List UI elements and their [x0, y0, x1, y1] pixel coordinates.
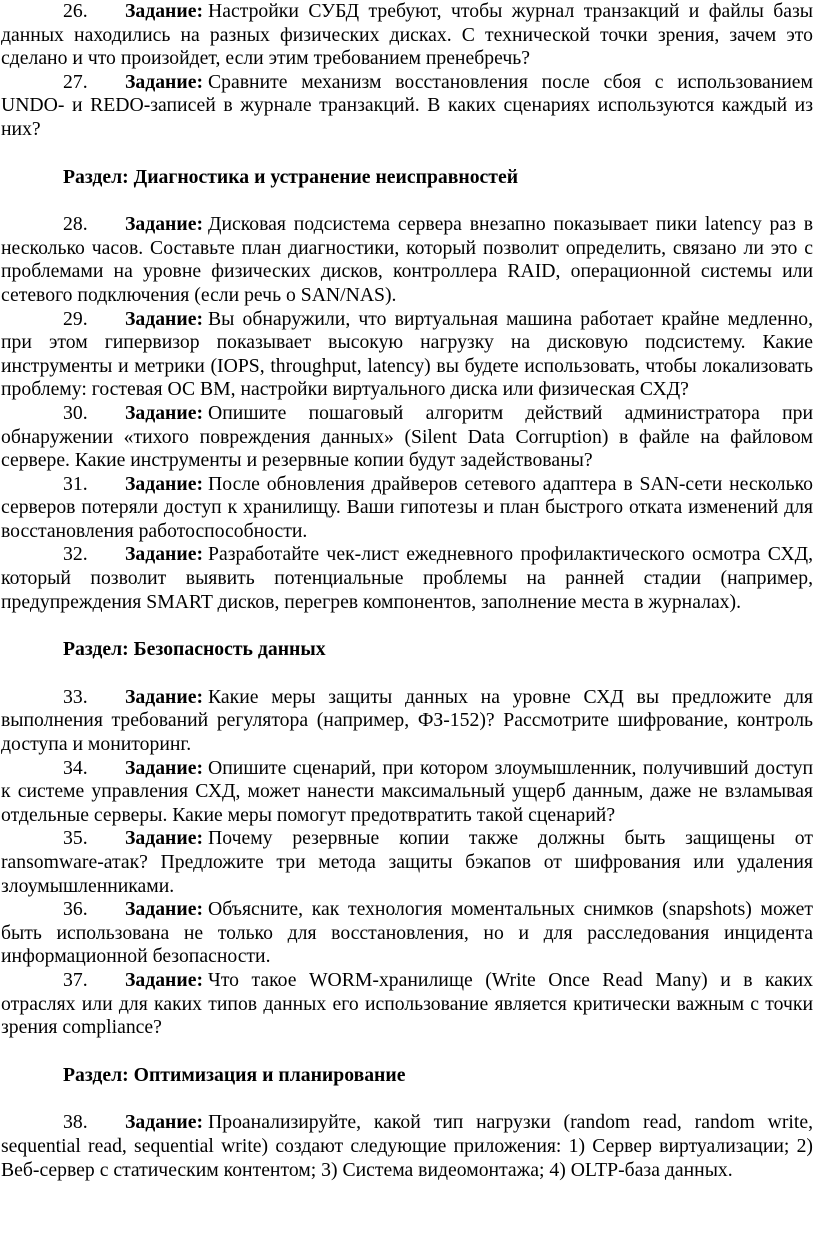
task-label: Задание: — [125, 543, 204, 566]
task-number: 28. — [63, 213, 88, 236]
task-label: Задание: — [125, 401, 204, 424]
task-number: 34. — [63, 756, 88, 779]
task-item — [1, 969, 813, 1040]
task-label: Задание: — [125, 968, 204, 991]
task-label: Задание: — [125, 827, 204, 850]
task-number: 30. — [63, 401, 88, 424]
task-item — [1, 0, 813, 71]
task-text: Опишите пошаговый алгоритм действий администратора при обнаружении «тихого повреждения данных» (Silent Data Corruption) в файле на файловом сервере. Какие инструменты и резервные копии будут задействованы? — [1, 401, 813, 472]
task-number: 27. — [63, 70, 88, 93]
task-text: Почему резервные копии также должны быть защищены от ransomware-атак? Предложите три метода защиты бэкапов от шифрования или удаления злоумышленниками. — [1, 827, 813, 897]
task-number: 31. — [63, 472, 88, 495]
task-label: Задание: — [125, 756, 204, 779]
task-text: Проанализируйте, какой тип нагрузки (random read, random write, sequential read, sequential write) создают следующие приложения: 1) Сервер виртуализации; 2) Веб-сервер с статическим контентом; 3) Система видеомонтажа; 4) OLTP-база данных. — [1, 1111, 813, 1181]
task-item — [1, 543, 813, 614]
task-text: Опишите сценарий, при котором злоумышленник, получивший доступ к системе управления СХД, может нанести максимальный ущерб данным, даже не взламывая отдельные серверы. Какие меры помогут предотвратить такой сценарий? — [1, 756, 813, 826]
task-text: Какие меры защиты данных на уровне СХД вы предложите для выполнения требований регулятора (например, ФЗ-152)? Рассмотрите шифрование, контроль доступа и мониторинг. — [1, 685, 813, 756]
task-text: Что такое WORM-хранилище (Write Once Read Many) и в каких отраслях или для каких типов данных его использование является критически важным с точки зрения compliance? — [1, 968, 813, 1039]
task-label: Задание: — [125, 472, 204, 495]
task-label: Задание: — [125, 0, 204, 22]
task-label: Задание: — [125, 70, 204, 93]
task-item — [1, 71, 813, 142]
task-item — [1, 686, 813, 757]
task-item — [1, 827, 813, 898]
task-item — [1, 757, 813, 828]
task-item — [1, 213, 813, 307]
task-number: 36. — [63, 898, 88, 921]
task-text: Сравните механизм восстановления после сбоя с использованием UNDO- и REDO-записей в журнале транзакций. В каких сценариях используются каждый из них? — [1, 70, 813, 140]
task-text: Дисковая подсистема сервера внезапно показывает пики latency раз в несколько часов. Составьте план диагностики, который позволит определить, связано ли это с проблемами на уровне физических дисков, контроллера RAID, операционной системы или сетевого подключения (если речь о SAN/NAS). — [1, 213, 813, 306]
task-text: Объясните, как технология моментальных снимков (snapshots) может быть использована не только для восстановления, но и для расследования инцидента информационной безопасности. — [1, 898, 813, 968]
task-item — [1, 898, 813, 969]
section-heading: Раздел: Оптимизация и планирование — [63, 1063, 406, 1086]
task-number: 26. — [63, 0, 88, 22]
task-number: 38. — [63, 1111, 88, 1134]
task-item — [1, 473, 813, 544]
task-text: Разработайте чек-лист ежедневного профилактического осмотра СХД, который позволит выявить потенциальные проблемы на ранней стадии (например, предупреждения SMART дисков, перегрев компонентов, заполнение места в журналах). — [1, 543, 813, 613]
task-number: 32. — [63, 543, 88, 566]
task-item — [1, 1111, 813, 1182]
task-number: 33. — [63, 685, 88, 708]
task-label: Задание: — [125, 685, 204, 708]
task-number: 29. — [63, 307, 88, 330]
section-heading: Раздел: Безопасность данных — [63, 638, 326, 661]
task-item — [1, 402, 813, 473]
task-text: Вы обнаружили, что виртуальная машина работает крайне медленно, при этом гипервизор показывает высокую нагрузку на дисковую подсистему. Какие инструменты и метрики (IOPS, throughput, latency) вы будете использовать, чтобы локализовать проблему: гостевая ОС ВМ, настройки виртуального диска или физическая СХД? — [1, 307, 813, 401]
task-text: Настройки СУБД требуют, чтобы журнал транзакций и файлы базы данных находились на разных физических дисках. С технической точки зрения, зачем это сделано и что произойдет, если этим требованием пренебречь? — [1, 0, 813, 70]
task-label: Задание: — [125, 213, 204, 236]
task-text: После обновления драйверов сетевого адаптера в SAN-сети несколько серверов потеряли доступ к хранилищу. Ваши гипотезы и план быстрого отката изменений для восстановления работоспособности. — [1, 472, 813, 542]
task-label: Задание: — [125, 1111, 204, 1134]
task-label: Задание: — [125, 898, 204, 921]
task-number: 35. — [63, 827, 88, 850]
task-item — [1, 308, 813, 402]
section-heading: Раздел: Диагностика и устранение неисправностей — [63, 165, 519, 188]
task-number: 37. — [63, 968, 88, 991]
task-label: Задание: — [125, 307, 204, 330]
